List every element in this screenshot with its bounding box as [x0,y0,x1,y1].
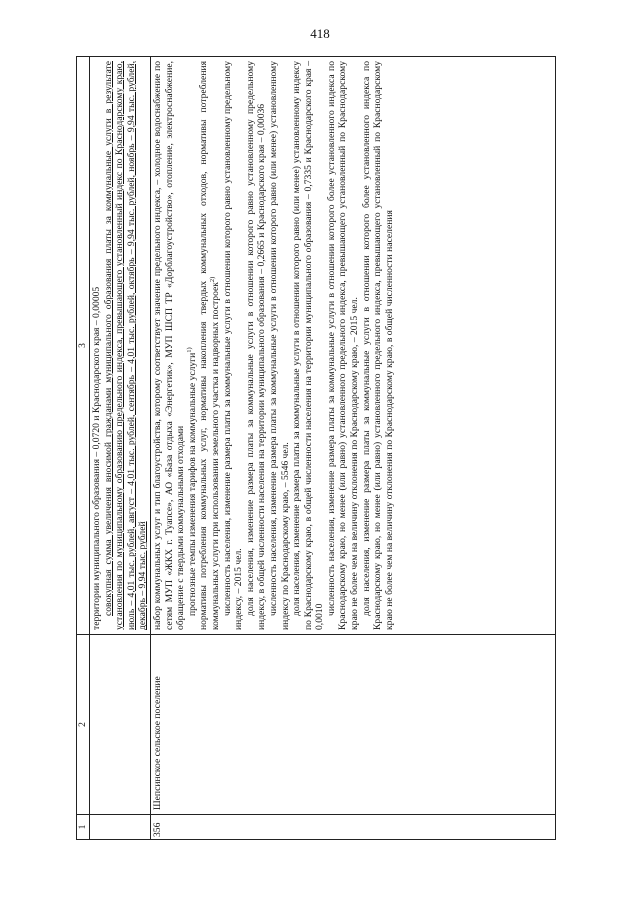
data-table [76,56,556,840]
paragraph-share-above: доля населения, изменение размера платы за коммунальные услуги в отношении которого более установленного индекса по Краснодарскому краю, но менее (или равно) установленного предельного индекса, превышающего установленный по Краснодарскому краю не более чем на величину отклонения по Краснодарскому краю, в общей численности населения [360,61,395,630]
continuation-name-cell [90,635,151,815]
table-row-continuation [90,57,151,840]
page-number: 418 [310,26,330,41]
column-header-3: 3 [77,57,90,635]
paragraph-utility-set: набор коммунальных услуг и тип благоустройства, которому соответствует значение предельного индекса, – холодное водоснабжение по сетям МУП «ЖКХ г. Туапсе», АО «База отдыха «Энергетик», МУП ШСП ТР «Дорблагоустройство», отопление, электроснабжение, обращение с твердыми коммунальными отходами [151,61,187,630]
rotated-table-container [76,61,556,840]
paragraph-tariff-forecast [187,61,199,630]
paragraph-consumption-norms-text: нормативы потребления коммунальных услуг, нормативы накопления твердых коммунальных отходов, нормативы потребления коммунальных услуги при использовании земельного участка и надворных построек [198,61,221,630]
paragraph-share-less: доля населения, изменение размера платы за коммунальные услуги в отношении которого равно (или менее) установленному индексу по Краснодарскому краю, в общей численности населения на территории муниципального образования – 0,7335 и Краснодарского края – 0,0010 [291,61,326,630]
paragraph-share-equal: доля населения, изменение размера платы за коммунальные услуги в отношении которого равно установленному предельному индексу, в общей численности населения на территории муниципального образования – 0,2665 и Краснодарского края – 0,00036 [244,61,268,630]
municipality-name: Шепсинское сельское поселение [150,635,555,815]
row-description-cell [150,57,555,635]
paragraph-consumption-norms [198,61,221,630]
continuation-line-2 [103,61,149,630]
table-header-row [77,57,90,840]
footnote-marker-2: 2) [208,276,216,283]
column-header-2: 2 [77,635,90,815]
paragraph-tariff-forecast-text: прогнозные темпы изменения тарифов на коммунальные услуги [186,352,198,616]
column-header-1: 1 [77,815,90,840]
paragraph-population-less: численность населения, изменение размера платы за коммунальные услуги в отношении которого равно (или менее) установленному индексу по Краснодарскому краю, – 5546 чел. [267,61,291,630]
table-row-356 [150,57,555,840]
continuation-line-1: территории муниципального образования – 0,0720 и Краснодарского края – 0,00005 [91,286,102,630]
paragraph-population-equal: численность населения, изменение размера платы за коммунальные услуги в отношении которого равно установленному предельному индексу, – 2015 чел. [221,61,245,630]
row-number: 356 [150,815,555,840]
continuation-description-cell [90,57,151,635]
footnote-marker-1: 1) [185,347,193,353]
continuation-number-cell [90,815,151,840]
paragraph-population-above: численность населения, изменение размера платы за коммунальные услуги в отношении которого более установленного индекса по Краснодарскому краю, но менее (или равно) установленного предельного индекса, превышающего установленный по Краснодарскому краю не более чем на величину отклонения по Краснодарскому краю, – 2015 чел. [325,61,361,630]
continuation-amount-text: совокупная сумма увеличения вносимой гражданами муниципального образования платы за коммунальные услуги в результате установления по муниципальному образованию предельного индекса, превышающего установленный индекс по Краснодарскому краю, июль – 4,01 тыс. рублей, август – 4,01 тыс. рублей, сентябрь – 4,01 тыс. рублей, октябрь – 9,94 тыс. рублей, ноябрь – 9,94 тыс. рублей, декабрь – 9,94 тыс. рублей [102,61,149,630]
